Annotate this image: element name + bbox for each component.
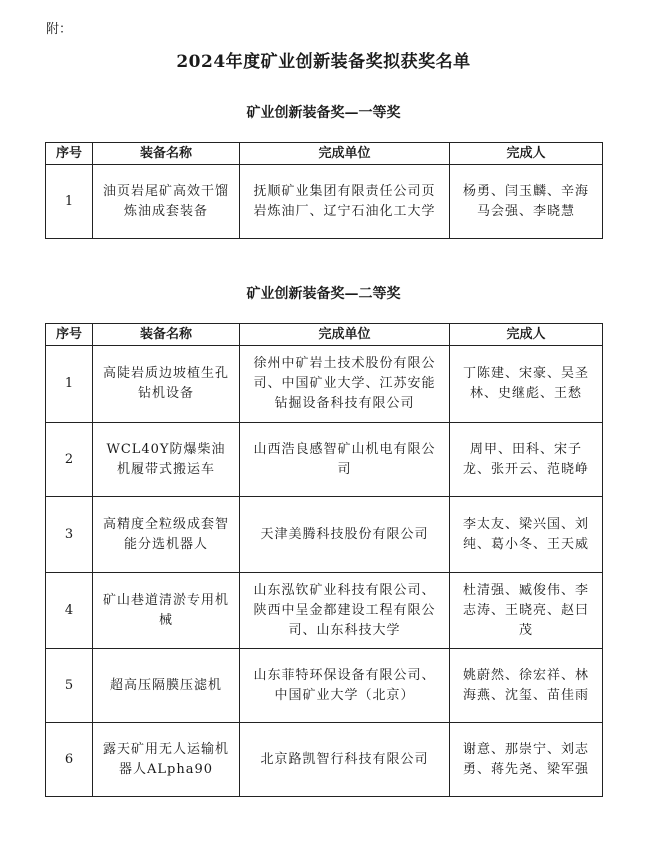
table-row — [46, 497, 603, 573]
cell-seq: 1 — [46, 165, 93, 239]
header-equipment-name: 装备名称 — [93, 324, 240, 346]
table-row — [46, 346, 603, 423]
cell-unit: 山东菲特环保设备有限公司、中国矿业大学（北京） — [240, 649, 450, 723]
header-people: 完成人 — [450, 143, 603, 165]
cell-unit: 北京路凯智行科技有限公司 — [240, 723, 450, 797]
page-title: 2024年度矿业创新装备奖拟获奖名单 — [176, 52, 471, 72]
cell-equipment-name: 超高压隔膜压滤机 — [93, 649, 240, 723]
table-row — [46, 423, 603, 497]
table-row — [46, 165, 603, 239]
table-row — [46, 723, 603, 797]
cell-seq: 6 — [46, 723, 93, 797]
attachment-label: 附： — [46, 22, 73, 37]
cell-seq: 4 — [46, 573, 93, 649]
cell-people: 周甲、田科、宋子龙、张开云、范晓峥 — [450, 423, 603, 497]
header-people: 完成人 — [450, 324, 603, 346]
table-header-row — [46, 324, 603, 346]
table-header-row — [46, 143, 603, 165]
cell-seq: 5 — [46, 649, 93, 723]
header-unit: 完成单位 — [240, 324, 450, 346]
cell-unit: 天津美腾科技股份有限公司 — [240, 497, 450, 573]
header-seq: 序号 — [46, 143, 93, 165]
first-prize-table — [45, 142, 603, 239]
second-prize-table — [45, 323, 603, 797]
cell-unit: 抚顺矿业集团有限责任公司页岩炼油厂、辽宁石油化工大学 — [240, 165, 450, 239]
section-title-second-prize: 矿业创新装备奖—二等奖 — [246, 286, 401, 302]
header-seq: 序号 — [46, 324, 93, 346]
cell-equipment-name: WCL40Y防爆柴油机履带式搬运车 — [93, 423, 240, 497]
cell-people: 丁陈建、宋豪、吴圣林、史继彪、王愁 — [450, 346, 603, 423]
cell-equipment-name: 高陡岩质边坡植生孔钻机设备 — [93, 346, 240, 423]
cell-unit: 徐州中矿岩土技术股份有限公司、中国矿业大学、江苏安能钻掘设备科技有限公司 — [240, 346, 450, 423]
section-title-first-prize: 矿业创新装备奖—一等奖 — [246, 105, 401, 121]
header-unit: 完成单位 — [240, 143, 450, 165]
cell-seq: 1 — [46, 346, 93, 423]
cell-people: 谢意、那崇宁、刘志勇、蒋先尧、梁军强 — [450, 723, 603, 797]
cell-people: 姚蔚然、徐宏祥、林海燕、沈玺、苗佳雨 — [450, 649, 603, 723]
table-row — [46, 573, 603, 649]
cell-seq: 2 — [46, 423, 93, 497]
header-equipment-name: 装备名称 — [93, 143, 240, 165]
cell-equipment-name: 露天矿用无人运输机器人ALpha90 — [93, 723, 240, 797]
cell-people: 李太友、梁兴国、刘纯、葛小冬、王天威 — [450, 497, 603, 573]
cell-people: 杜清强、臧俊伟、李志涛、王晓亮、赵曰茂 — [450, 573, 603, 649]
cell-equipment-name: 油页岩尾矿高效干馏炼油成套装备 — [93, 165, 240, 239]
table-row — [46, 649, 603, 723]
cell-people: 杨勇、闫玉麟、辛海马会强、李晓慧 — [450, 165, 603, 239]
cell-equipment-name: 矿山巷道清淤专用机械 — [93, 573, 240, 649]
cell-unit: 山东泓钦矿业科技有限公司、陕西中呈金都建设工程有限公司、山东科技大学 — [240, 573, 450, 649]
cell-equipment-name: 高精度全粒级成套智能分选机器人 — [93, 497, 240, 573]
cell-unit: 山西浩良感智矿山机电有限公司 — [240, 423, 450, 497]
cell-seq: 3 — [46, 497, 93, 573]
